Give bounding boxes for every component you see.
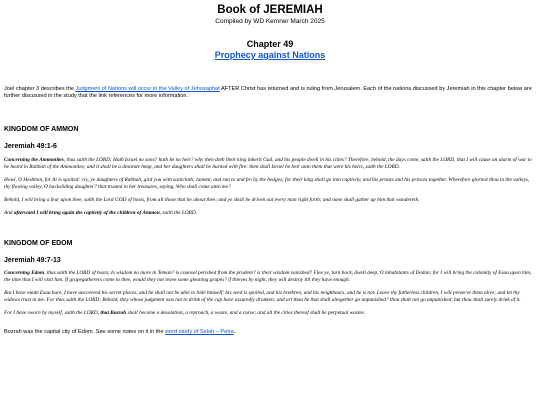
scripture-reference-ammon: Jeremiah 49:1-6 <box>4 143 57 151</box>
verse-text: And <box>4 210 14 217</box>
verse-text: , thus saith the LORD; Hath Israel no sons? hath he no heir? why then doth their king inherit Gad, and his people dwell in his cities? Therefore, behold, the days come, saith the LORD, that I will cause an alarm of war to be heard in Rabbah of the Ammonites; and it shall be a desolate heap, and her daughters shall be burned with fire: then shall Israel be heir unto them that were his heirs, saith the LORD. <box>4 157 532 171</box>
scripture-reference-edom: Jeremiah 49:7-13 <box>4 257 61 265</box>
verse-edom-1 <box>4 270 536 284</box>
verse-ammon-3: Behold, I will bring a fear upon thee, saith the Lord GOD of hosts, from all those that be about thee; and ye shall be driven out every man right forth; and none shall gather up him that wandereth. <box>4 197 420 204</box>
intro-text-end: AFTER Christ has returned and is ruling from Jerusalem. Each of the nations discussed by Jeremiah in this chapter below are further discussed in the study that the link references for more information. <box>4 86 532 100</box>
judgment-of-nations-link[interactable]: Judgment of Nations will occur in the Valley of Jehosaphat <box>75 86 220 92</box>
verse-text: , saith the LORD. <box>159 210 198 217</box>
document-page <box>0 4 540 409</box>
chapter-heading: Chapter 49 <box>246 39 294 49</box>
section-heading-ammon: KINGDOM OF AMMON <box>4 126 79 134</box>
bozrah-note <box>4 329 536 336</box>
intro-text-start: Joel chapter 3 describes the <box>4 86 76 92</box>
verse-emphasis: that Bozrah <box>100 310 127 317</box>
verse-ammon-1 <box>4 157 536 171</box>
section-heading-edom: KINGDOM OF EDOM <box>4 240 73 248</box>
verse-ammon-4 <box>4 210 536 217</box>
verse-ammon-2: Howl, O Heshbon, for Ai is spoiled: cry, ye daughters of Rabbah, gird you with sackcloth; lament, and run to and fro by the hedges; for their king shall go into captivity, and his priests and his princes together. Wherefore gloriest thou in the valleys, thy flowing valley, O backsliding daughter? that trusted in her treasures, saying, Who shall come unto me? <box>4 177 530 191</box>
selah-petra-link[interactable]: word study of Selah – Petra <box>165 329 234 336</box>
chapter-title-link[interactable]: Prophecy against Nations <box>214 50 326 60</box>
verse-edom-3 <box>4 310 536 317</box>
note-text: Bozrah was the capital city of Edom. See some notes on it in the <box>4 329 166 336</box>
verse-text: shall become a desolation, a reproach, a waste, and a curse; and all the cities thereof shall be perpetual wastes. <box>126 310 366 317</box>
verse-emphasis: Concerning the Ammonites <box>4 157 64 164</box>
verse-edom-2: But I have made Esau bare, I have uncovered his secret places, and he shall not be able to hide himself: his seed is spoiled, and his brethren, and his neighbours, and he is not. Leave thy fatherless children, I will preserve them alive; and let thy widows trust in me. For thus saith the LORD; Behold, they whose judgment was not to drink of the cup have assuredly drunken; and art thou he that shall altogether go unpunished? thou shalt not go unpunished, but thou shalt surely drink of it. <box>4 290 521 304</box>
verse-text: , thus saith the LORD of hosts; Is wisdom no more in Teman? is counsel perished from the prudent? is their wisdom vanished? Flee ye, turn back, dwell deep, O inhabitants of Dedan; for I will bring the calamity of Esau upon him, the time that I will visit him. If grapegatherers come to thee, would they not leave some gleaning grapes? if thieves by night, they will destroy till they have enough. <box>4 270 532 284</box>
book-title: Book of JEREMIAH <box>217 4 323 16</box>
verse-emphasis: afterward I will bring again the captivity of the children of Ammon <box>13 210 160 217</box>
note-text-end: . <box>233 329 236 336</box>
intro-paragraph <box>4 86 536 100</box>
verse-text: For I have sworn by myself, saith the LORD, <box>4 310 101 317</box>
compiled-by-line: Compiled by WD Kemner March 2025 <box>215 18 325 25</box>
verse-emphasis: Concerning Edom <box>4 270 45 277</box>
